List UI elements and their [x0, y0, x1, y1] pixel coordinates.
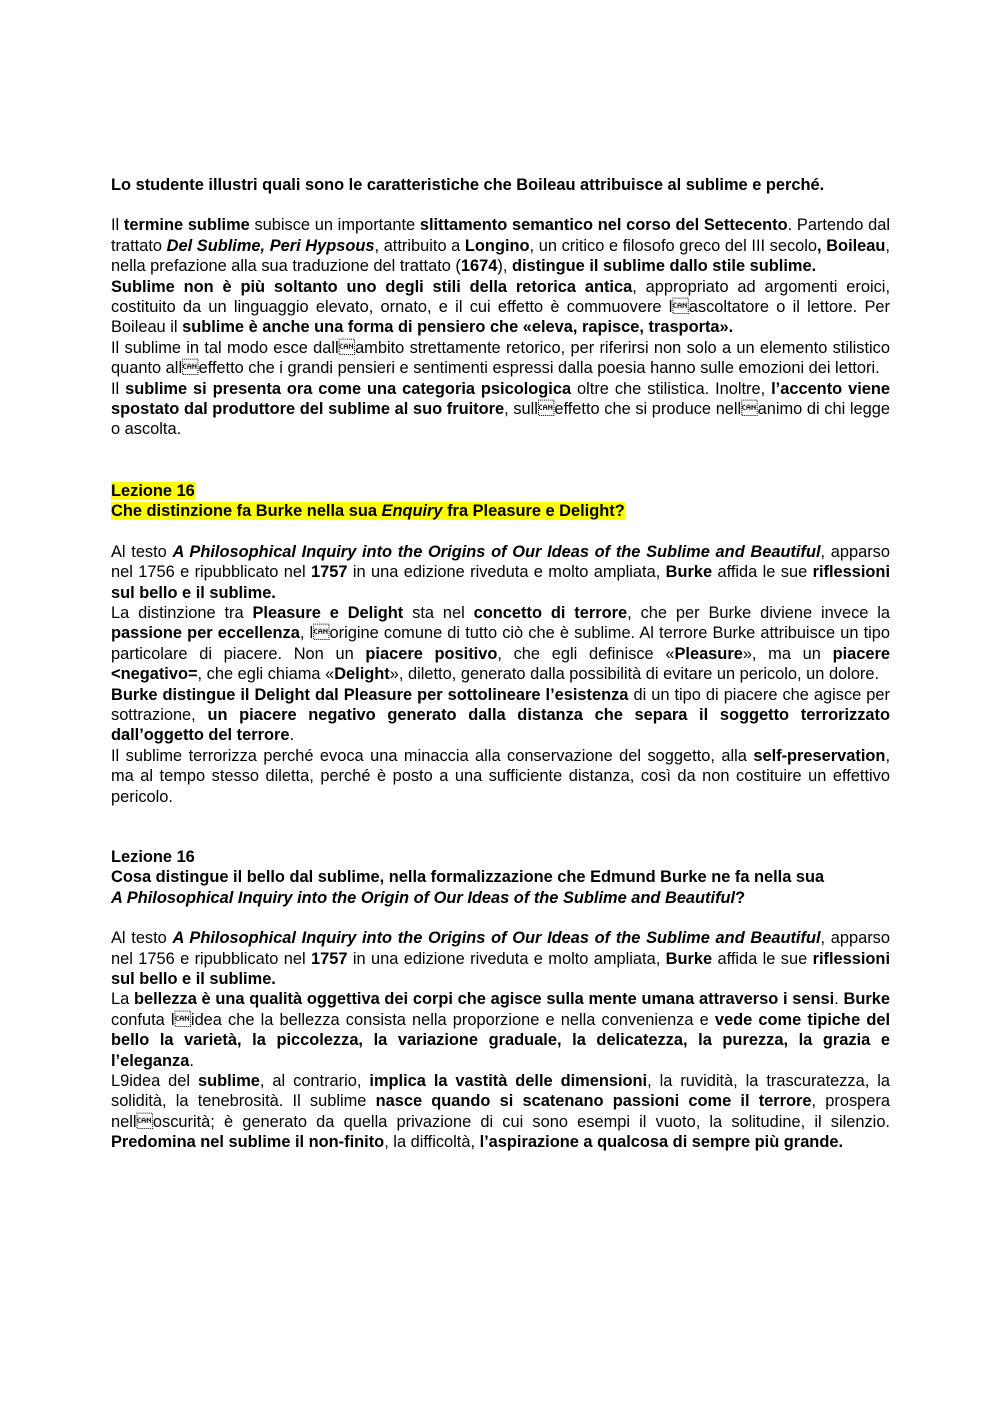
lesson-label: Lezione 16 [111, 481, 195, 500]
bold-text: l’aspirazione a qualcosa di sempre più grande. [479, 1133, 843, 1152]
text-run: , lorigine comune di tutto ciò che è sublime. Al terrore Burke attribuisce un tipo particolare di piacere. Non un [111, 624, 890, 663]
text-run: Il [111, 379, 126, 398]
question-mark: ? [735, 888, 746, 907]
text-run: di un tipo di piacere che agisce per sottrazione, [111, 685, 890, 724]
bold-text: Che distinzione fa Burke nella sua [111, 502, 382, 521]
bold-italic-text: Enquiry [381, 502, 443, 521]
bold-text: , Boileau [817, 236, 886, 255]
bold-text: distingue il sublime dallo stile sublime. [511, 257, 817, 276]
question-burke-pleasure-delight [111, 501, 890, 521]
text-run: , nella prefazione alla sua traduzione del trattato ( [111, 236, 890, 276]
text-run: sta nel [403, 603, 474, 622]
bold-text: riflessioni sul bello e il sublime. [111, 949, 891, 988]
text-run: , sulleffetto che si produce nellanimo di chi legge o ascolta. [111, 400, 890, 439]
bold-text: 1674 [460, 257, 498, 276]
bold-text: riflessioni sul bello e il sublime. [111, 563, 891, 602]
text-run: , che egli chiama « [197, 665, 335, 684]
bold-text: slittamento semantico nel corso del Settecento [419, 216, 788, 235]
paragraph [111, 746, 890, 807]
text-run: La distinzione tra [111, 603, 253, 622]
document-page [111, 175, 890, 1153]
text-run: oltre che stilistica. Inoltre, [571, 379, 772, 398]
paragraph [111, 542, 890, 603]
text-run: , ma al tempo stesso diletta, perché è posto a una sufficiente distanza, così da non costituire un effettivo pericolo. [111, 746, 890, 806]
paragraph [111, 277, 890, 338]
text-run: . [189, 1051, 194, 1070]
text-run: , la difficoltà, [384, 1133, 480, 1152]
bold-text: un piacere negativo generato dalla distanza che separa il soggetto terrorizzato dall’oggetto del terrore [111, 705, 890, 745]
text-run: Al testo [111, 929, 173, 948]
text-run: », diletto, generato dalla possibilità di evitare un pericolo, un dolore. [389, 665, 880, 684]
text-run: in una edizione riveduta e molto ampliata, [347, 949, 666, 968]
bold-text: implica la vastità delle dimensioni [369, 1072, 648, 1091]
question-boileau: Lo studente illustri quali sono le caratteristiche che Boileau attribuisce al sublime e perché. [111, 176, 825, 194]
lesson-heading [111, 481, 890, 501]
text-run: . [289, 726, 295, 745]
text-run: confuta lidea che la bellezza consista nella proporzione e nella convenienza e [111, 1010, 715, 1029]
bold-text: Burke distingue il Delight dal Pleasure per sottolineare l’esistenza [111, 685, 629, 704]
text-run: , appropriato ad argomenti eroici, costituito da un linguaggio elevato, ornato, e il cui effetto è commuovere lascoltatore o il lettore. Per Boileau il [111, 277, 891, 337]
bold-text: Predomina nel sublime il non-finito [111, 1133, 385, 1152]
bold-text: self-preservation [753, 746, 886, 765]
text-run: , un critico e filosofo greco del III secolo [529, 236, 818, 255]
bold-text: termine sublime [123, 216, 250, 235]
paragraph [111, 989, 890, 1071]
bold-text: nasce quando si scatenano passioni come il terrore [375, 1092, 812, 1111]
text-run: , prospera nelloscurità; è generato da quella privazione di cui sono esempi il vuoto, la solitudine, il silenzio. [111, 1092, 890, 1131]
bold-text: piacere <negativo= [111, 644, 891, 684]
paragraph [111, 379, 890, 440]
bold-italic-text: A Philosophical Inquiry into the Origins of Our Ideas of the Sublime and Beautiful [172, 542, 821, 561]
text-run: subisce un importante [249, 216, 420, 235]
text-run: , apparso nel 1756 e ripubblicato nel [111, 929, 890, 968]
bold-text: piacere positivo [365, 644, 498, 663]
question-bello-sublime [111, 867, 890, 908]
bold-text: Burke [665, 563, 713, 582]
text-run: affida le sue [712, 563, 813, 582]
highlighted-question [111, 502, 625, 520]
bold-text: sublime [197, 1072, 260, 1091]
text-run: ), [497, 257, 512, 276]
bold-text: passione per eccellenza [111, 624, 300, 643]
text-run: . Partendo dal trattato [111, 216, 890, 255]
text-run: in una edizione riveduta e molto ampliata, [347, 563, 666, 582]
text-run: Al testo [111, 542, 173, 561]
text-run: Il sublime terrorizza perché evoca una minaccia alla conservazione del soggetto, alla [111, 746, 754, 765]
bold-text: Burke [843, 990, 890, 1009]
bold-italic-text: Del Sublime, Peri Hypsous [166, 236, 375, 255]
bold-text: bellezza è una qualità oggettiva dei corpi che agisce sulla mente umana attraverso i sensi [133, 990, 835, 1009]
question-text: Cosa distingue il bello dal sublime, nella formalizzazione che Edmund Burke ne fa nella sua [111, 868, 825, 887]
question-book-title: A Philosophical Inquiry into the Origin of Our Ideas of the Sublime and Beautiful [111, 888, 736, 907]
paragraph [111, 928, 890, 989]
bold-text: concetto di terrore [473, 603, 628, 622]
bold-text: vede come tipiche del bello la varietà, la piccolezza, la variazione graduale, la delicatezza, la purezza, la grazia e l’eleganza [111, 1010, 890, 1070]
text-run: Il [111, 216, 124, 235]
bold-text: sublime si presenta ora come una categoria psicologica [125, 379, 572, 398]
bold-text: l’accento viene spostato dal produttore del sublime al suo fruitore [111, 379, 891, 419]
bold-text: Sublime non è più soltanto uno degli stili della retorica antica [111, 277, 633, 296]
text-run: L9idea del [111, 1072, 198, 1091]
text-run: . [834, 990, 844, 1009]
bold-text: Longino [464, 236, 530, 255]
bold-text: Pleasure [674, 644, 743, 663]
bold-text: Delight [334, 665, 390, 684]
bold-text: Burke [665, 949, 713, 968]
text-run: La [111, 990, 134, 1009]
text-run: », ma un [742, 644, 833, 663]
bold-text: sublime è anche una forma di pensiero che «eleva, rapisce, trasporta». [182, 318, 734, 337]
bold-text: 1757 [311, 949, 348, 968]
text-run: , apparso nel 1756 e ripubblicato nel [111, 542, 890, 582]
text-run: affida le sue [712, 949, 813, 968]
paragraph [111, 338, 890, 379]
bold-italic-text: A Philosophical Inquiry into the Origins of Our Ideas of the Sublime and Beautiful [172, 929, 821, 948]
paragraph [111, 215, 890, 276]
paragraph [111, 1071, 890, 1153]
bold-text: 1757 [311, 563, 348, 582]
text-run: , che egli definisce « [497, 644, 675, 663]
lesson-heading: Lezione 16 [111, 847, 195, 866]
bold-text: Pleasure e Delight [252, 603, 404, 622]
text-run: , la ruvidità, la trascuratezza, la solidità, la tenebrosità. Il sublime [111, 1072, 890, 1111]
text-run: Il sublime in tal modo esce dallambito strettamente retorico, per riferirsi non solo a un elemento stilistico quanto alleffetto che i grandi pensieri e sentimenti espressi dalla poesia hanno sulle emozioni dei lettori. [111, 338, 890, 378]
paragraph [111, 685, 890, 746]
text-run: , che per Burke diviene invece la [627, 603, 891, 622]
paragraph [111, 603, 890, 685]
bold-text: fra Pleasure e Delight? [442, 502, 625, 521]
text-run: , al contrario, [259, 1072, 370, 1091]
text-run: , attribuito a [374, 236, 465, 255]
